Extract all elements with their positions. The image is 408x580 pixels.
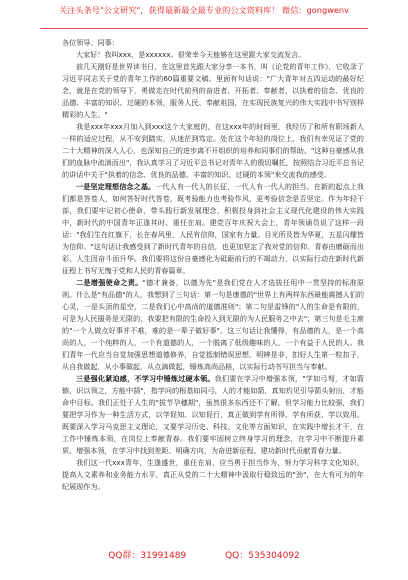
intro-paragraph-1: 大家好！我叫xxx，是xxxxxx。很荣幸今天能够在这里跟大家交流发言。 <box>76 50 306 59</box>
greeting: 各位领导、同事： <box>62 38 119 47</box>
section-2-title: 二是增强使命之责。 <box>76 278 143 287</box>
qq-group: QQ群：31991489 <box>108 551 187 561</box>
promo-banner <box>40 4 368 29</box>
section-3-body: 我们要在学习中增强本领，"学如弓弩，才如箭镞，识以领之，方能中鹄"，指学问的根基如同弓，人的才能如箭，真知灼见引导箭头射出，才能命中目标。我们正处于人生的"拔节孕穗期"，虽然很多东西还不了解，但学习能力比较强，我们要把学习作为一种生活方式，以学促知、以知促行，真正做到学有所得、学有所获、学以致用。既要深入学习马克思主义理论，又要学习历史、科技、文化等方面知识，在实践中增长才干，在工作中锤炼本领，在岗位上奉献青春。我们要牢固树立终身学习的理念，在学习中不断提升素质、增强本领，在学习中找到差距、明确方向，为奋进新征程、建功新时代贡献青春力量。 <box>62 374 364 455</box>
section-2-paragraph <box>62 277 364 373</box>
banner-line-1: 关注头条号"公文研究"，获得最新最全最专业的公文资料库！ 微信：gongwenv <box>59 5 349 15</box>
closing-paragraph: 我们这一代xxx青年，生逢盛世，重任在肩，应当勇于担当作为，努力学习科学文化知识，提高人文素养和业务能力水平，真正从党的二十大精神中汲取行稳致远的"劲"，在大有可为的年纪展现作为。 <box>62 458 364 491</box>
section-1-paragraph <box>62 181 364 277</box>
document-body <box>62 37 364 493</box>
section-3-paragraph <box>62 373 364 457</box>
section-1-title: 一是坚定理想信念之基。 <box>76 182 156 191</box>
section-1-body: 一代人有一代人的长征，一代人有一代人的担当。在新的起点上我们都是答卷人，如何答好时代答卷，既考验能力也考验作风，更考验信念是否坚定。作为年轻干部，我们要牢记初心使命，带头践行新发展理念，积极投身到社会主义现代化建设的伟大实践中，新时代的中国青年正逢其时、重任在肩。建党百年庆祝大会上，青年领诵员说了这样一段话："我们生在红旗下，长在春风里，人民有信仰，国家有力量。目光所及皆为华夏，五星闪耀皆为信仰。"这句话让我感受到了新时代青年的自信，也更加坚定了我对党的信仰。青春由磨砺而出彩，人生因奋斗而升华。我们要将这份自豪感化为砥砺前行的不竭动力，以实际行动在新时代新征程上书写无愧于党和人民的青春篇章。 <box>62 182 365 275</box>
intro-paragraph-3: 我是xxx年xxx月加入到xxx这个大家庭的，在这xxx年的时间里，我经历了和所有职场新人一样的适应过程，从不安到踏实，从迷茫到笃定。处在这个年轻的岗位上，我们有幸见证了党的二十大精神的深入人心，也深知自己的进步离不开组织的培养和同事们的帮助。"这种自豪感从我们的血脉中流淌而出"，我认真学习了习近平总书记对青年人的殷切嘱托，按照结合习近平总书记的讲话中关于"执着的信念、优良的品德、丰富的知识、过硬的本领"来交流我的感受。 <box>62 122 364 179</box>
qq-number: QQ：535304092 <box>225 551 300 561</box>
section-2-body: "德才兼备，以德为先"是我们党在人才选拔任用中一贯坚持的标准原则。什么是"有品德"的人，我想到了三句话：第一句是康德的"世界上有两样东西最能震撼人们的心灵，一是头顶的星空，二是我们心中高尚的道德准则"；第二句是雷锋的"人的生命是有限的，可是为人民服务是无限的，我要把有限的生命投入到无限的为人民服务之中去"；第三句是毛主席的"一个人做点好事并不难，难的是一辈子做好事"。这三句话让我懂得，有品德的人，是一个高尚的人，一个纯粹的人，一个有道德的人，一个脱离了低级趣味的人，一个有益于人民的人。我们青年一代应当自觉加强思想道德修养，自觉抵制错误思想，明辨是非，扣好人生第一粒扣子，从自我做起，从小事做起，从点滴做起，锤炼高尚品格，以实际行动书写担当与奉献。 <box>62 278 364 371</box>
contact-footer <box>0 548 408 561</box>
intro-paragraph-2: 前几天刚好是世界读书日，在这里首先跟大家分享一本书，叫《论党的青年工作》，它收录了习近平同志关于党的青年工作的60篇重要文稿。里面有句话说："广大青年对五四运动的最好纪念，就是在党的领导下，勇做走在时代前列的奋进者、开拓者、奉献者，以执着的信念、优良的品德、丰富的知识、过硬的本领，服务人民、奉献祖国，在实现民族复兴的伟大实践中书写别样精彩的人生。" <box>62 62 364 119</box>
section-3-title: 三是强化紧迫感，不学习中锤炼过硬本领。 <box>76 374 215 383</box>
